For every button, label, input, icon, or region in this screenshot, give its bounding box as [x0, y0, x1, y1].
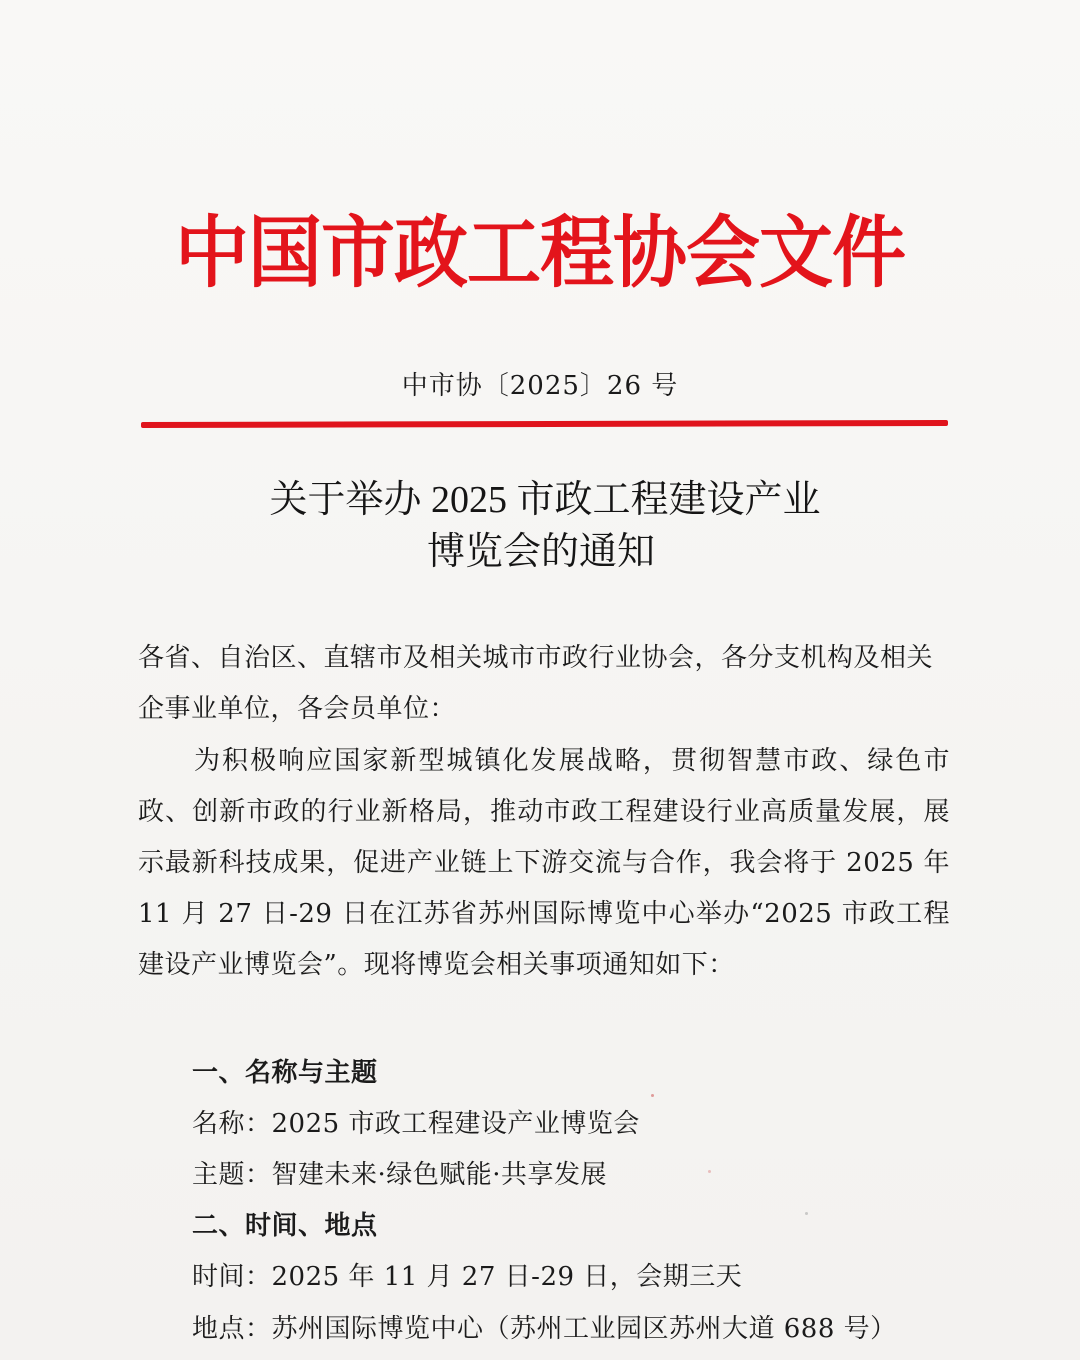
- paper-speck: [805, 1212, 808, 1215]
- intro-paragraph: 为积极响应国家新型城镇化发展战略，贯彻智慧市政、绿色市政、创新市政的行业新格局，推动市政工程建设行业高质量发展，展示最新科技成果，促进产业链上下游交流与合作，我会将于 2025 年 11 月 27 日-29 日在江苏省苏州国际博览中心举办“2025 市政工程建设产业博览会”。现将博览会相关事项通知如下：: [138, 746, 950, 980]
- notice-title-line2: 博览会的通知: [426, 531, 655, 573]
- section-2-heading: 二、时间、地点: [192, 1211, 378, 1241]
- notice-title: [0, 474, 1080, 578]
- red-divider-line: [141, 420, 948, 428]
- section-1-heading: 一、名称与主题: [192, 1058, 378, 1088]
- salutation: 各省、自治区、直辖市及相关城市市政行业协会，各分支机构及相关企事业单位，各会员单位：: [138, 643, 934, 724]
- event-name: 名称：2025 市政工程建设产业博览会: [192, 1109, 640, 1139]
- event-theme: 主题：智建未来·绿色赋能·共享发展: [192, 1160, 608, 1190]
- document-number: 中市协〔2025〕26 号: [401, 371, 679, 401]
- event-place: 地点：苏州国际博览中心（苏州工业园区苏州大道 688 号）: [192, 1314, 897, 1344]
- paper-speck: [708, 1170, 711, 1173]
- notice-title-line1: 关于举办 2025 市政工程建设产业: [269, 479, 821, 521]
- event-time: 时间：2025 年 11 月 27 日-29 日，会期三天: [192, 1262, 743, 1292]
- org-document-header: 中国市政工程协会文件: [175, 207, 905, 299]
- paper-speck: [651, 1094, 654, 1097]
